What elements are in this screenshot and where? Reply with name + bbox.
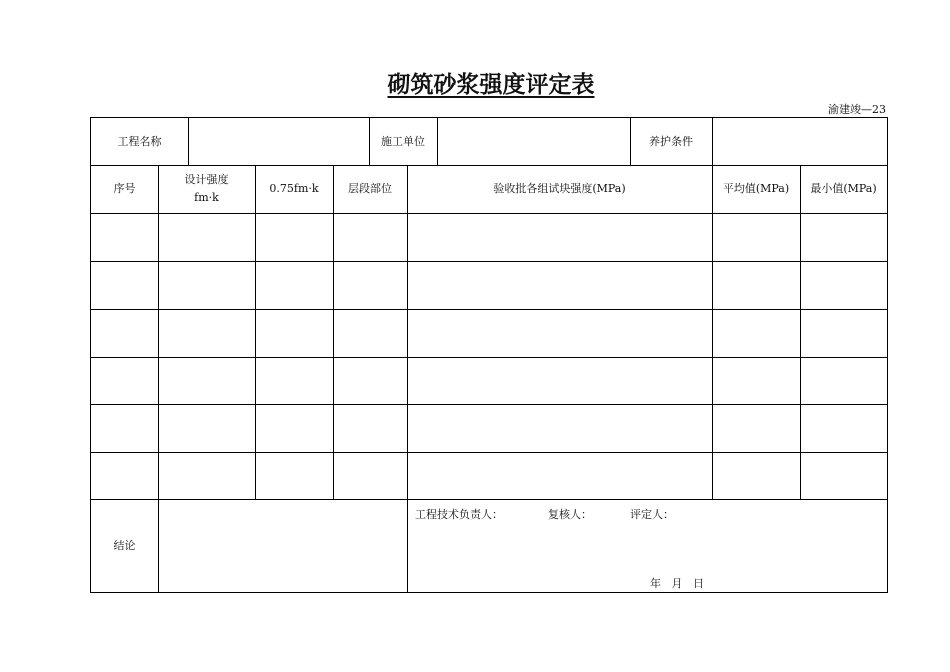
table-cell-min[interactable] — [800, 309, 887, 357]
table-cell-design[interactable] — [158, 452, 255, 499]
table-cell-factor[interactable] — [255, 261, 333, 309]
table-cell-design[interactable] — [158, 213, 255, 261]
table-cell-seq[interactable] — [91, 404, 158, 452]
table-cell-strength[interactable] — [407, 452, 712, 499]
table-cell-seq[interactable] — [91, 213, 158, 261]
table-cell-strength[interactable] — [407, 404, 712, 452]
table-cell-strength[interactable] — [407, 309, 712, 357]
evaluator-signature[interactable]: 评定人： — [630, 508, 674, 521]
table-cell-factor[interactable] — [255, 213, 333, 261]
table-cell-floor[interactable] — [333, 309, 407, 357]
column-header-design-strength — [158, 165, 255, 213]
table-cell-avg[interactable] — [712, 213, 800, 261]
project-name-label: 工程名称 — [117, 134, 162, 148]
curing-condition-label: 养护条件 — [649, 134, 693, 148]
table-cell-factor[interactable] — [255, 404, 333, 452]
construction-unit-label: 施工单位 — [381, 134, 425, 148]
conclusion-field[interactable] — [158, 499, 407, 592]
table-cell-design[interactable] — [158, 404, 255, 452]
table-cell-min[interactable] — [800, 452, 887, 499]
table-cell-strength[interactable] — [407, 261, 712, 309]
table-cell-factor[interactable] — [255, 309, 333, 357]
table-cell-floor[interactable] — [333, 452, 407, 499]
date-field[interactable]: 年 月 日 — [650, 577, 704, 590]
table-cell-seq[interactable] — [91, 309, 158, 357]
table-cell-floor[interactable] — [333, 357, 407, 404]
table-cell-floor[interactable] — [333, 261, 407, 309]
column-header-average: 平均值(MPa) — [722, 182, 790, 196]
design-strength-symbol: fm·k — [194, 191, 219, 204]
table-cell-avg[interactable] — [712, 309, 800, 357]
table-cell-design[interactable] — [158, 261, 255, 309]
table-cell-avg[interactable] — [712, 404, 800, 452]
curing-condition-field[interactable] — [712, 118, 887, 165]
column-header-seq: 序号 — [113, 182, 136, 196]
table-cell-min[interactable] — [800, 357, 887, 404]
conclusion-label: 结论 — [113, 538, 136, 552]
page-title: 砌筑砂浆强度评定表 — [387, 71, 595, 98]
form-code: 渝建竣—23 — [828, 103, 886, 116]
table-cell-strength[interactable] — [407, 357, 712, 404]
project-name-field[interactable] — [188, 118, 369, 165]
table-cell-min[interactable] — [800, 404, 887, 452]
column-header-batch-strength: 验收批各组试块强度(MPa) — [493, 182, 626, 196]
table-cell-factor[interactable] — [255, 357, 333, 404]
table-cell-avg[interactable] — [712, 452, 800, 499]
table-cell-strength[interactable] — [407, 213, 712, 261]
table-cell-floor[interactable] — [333, 213, 407, 261]
table-cell-avg[interactable] — [712, 261, 800, 309]
column-header-factor: 0.75fm·k — [269, 182, 319, 196]
table-cell-min[interactable] — [800, 213, 887, 261]
table-cell-seq[interactable] — [91, 357, 158, 404]
table-cell-avg[interactable] — [712, 357, 800, 404]
table-cell-seq[interactable] — [91, 261, 158, 309]
table-cell-design[interactable] — [158, 357, 255, 404]
table-cell-seq[interactable] — [91, 452, 158, 499]
construction-unit-field[interactable] — [437, 118, 630, 165]
reviewer-signature[interactable]: 复核人： — [548, 508, 592, 521]
table-cell-design[interactable] — [158, 309, 255, 357]
column-header-floor-section: 层段部位 — [348, 182, 392, 196]
tech-lead-signature[interactable]: 工程技术负责人： — [415, 508, 503, 521]
design-strength-label: 设计强度 — [184, 173, 229, 187]
table-cell-factor[interactable] — [255, 452, 333, 499]
column-header-minimum: 最小值(MPa) — [810, 182, 877, 196]
evaluation-table — [90, 117, 888, 593]
table-cell-floor[interactable] — [333, 404, 407, 452]
table-cell-min[interactable] — [800, 261, 887, 309]
